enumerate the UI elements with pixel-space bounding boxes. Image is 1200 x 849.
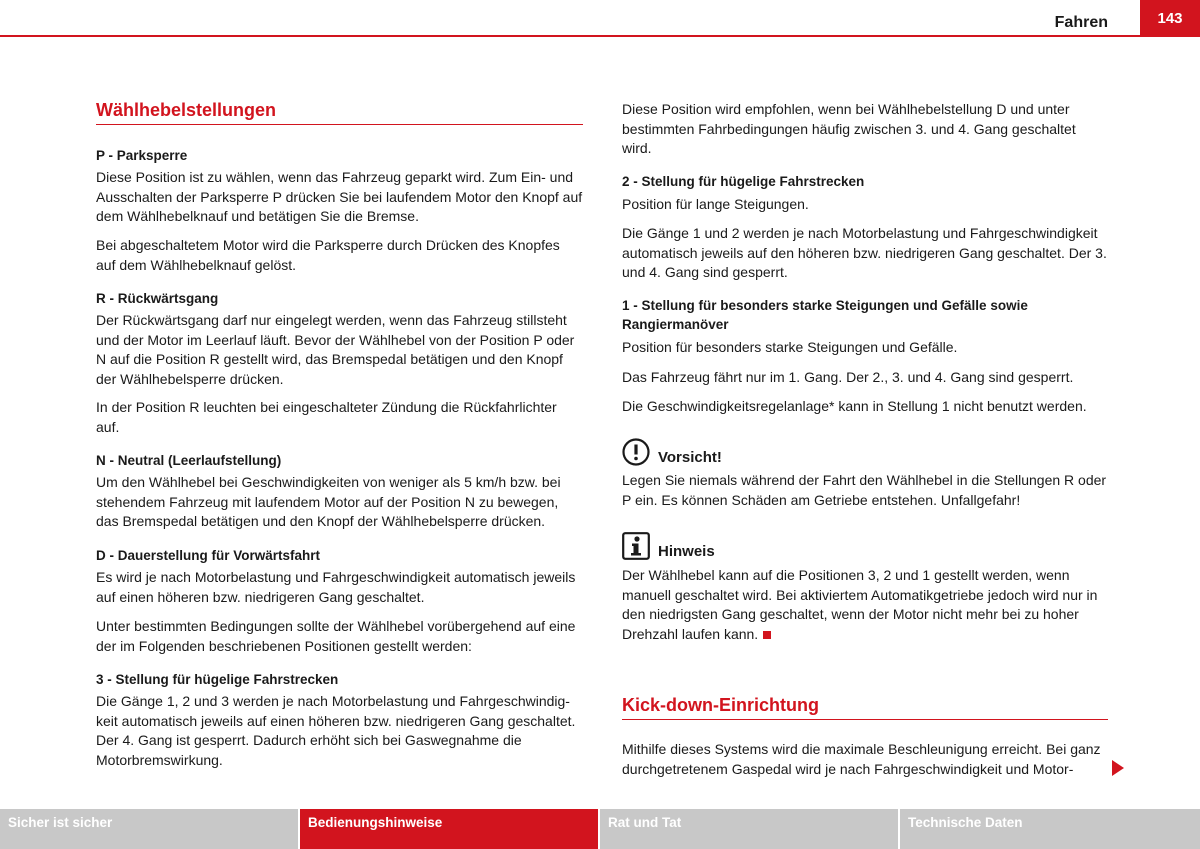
- s1-body-3: Die Geschwindigkeitsregelanlage* kann in Stellung 1 nicht benutzt werden.: [622, 398, 1087, 414]
- d-title: D - Dauerstellung für Vorwärtsfahrt: [96, 548, 321, 563]
- note-body-wrapper: [622, 566, 1108, 644]
- p-body-2: Bei abgeschaltetem Motor wird die Parksperre durch Drücken des Knopfes auf dem Wählhebelknauf gelöst.: [96, 237, 560, 273]
- s3-title: 3 - Stellung für hügelige Fahrstrecken: [96, 672, 339, 687]
- s3-body: Die Gänge 1, 2 und 3 werden je nach Motorbelastung und Fahrgeschwindig- keit automatisch jeweils auf einen höheren bzw. niedrigeren Gang geschaltet. Der 4. Gang ist gesperrt. Dadurch erhöht sich bei Gaswegnahme die Motorbremswirkung.: [96, 693, 576, 768]
- s1-body-1: Position für besonders starke Steigungen und Gefälle.: [622, 339, 958, 355]
- s2-body-1: Position für lange Steigungen.: [622, 196, 809, 212]
- d-body-2: Unter bestimmten Bedingungen sollte der Wählhebel vorübergehend auf eine der im Folgenden beschriebenen Positionen gestellt werden:: [96, 618, 576, 654]
- next-page-arrow-icon[interactable]: [1112, 760, 1124, 776]
- tab-sicher-ist-sicher[interactable]: Sicher ist sicher: [0, 809, 298, 849]
- p-body-1: Diese Position ist zu wählen, wenn das Fahrzeug geparkt wird. Zum Ein- und Ausschalten der Parksperre P drücken Sie bei laufendem Motor den Knopf auf dem Wählhebelknauf und betätigen Sie die Bremse.: [96, 169, 583, 224]
- p-title: P - Parksperre: [96, 148, 188, 163]
- caution-title: Vorsicht!: [658, 449, 722, 466]
- r-body-1: Der Rückwärtsgang darf nur eingelegt werden, wenn das Fahrzeug stillsteht und der Motor im Leerlauf läuft. Bevor der Wählhebel von der Position P oder N auf die Position R gestellt wird, das Bremspedal betätigen und den Knopf der Wählhebelsperre drücken.: [96, 312, 575, 387]
- tab-bedienungshinweise[interactable]: Bedienungshinweise: [300, 809, 598, 849]
- r-body-2: In der Position R leuchten bei eingeschalteter Zündung die Rückfahrlichter auf.: [96, 399, 557, 435]
- note-header: [622, 532, 1108, 560]
- r-title: R - Rückwärtsgang: [96, 291, 219, 306]
- section-title: Fahren: [1054, 14, 1108, 31]
- section-heading-kick-down: Kick-down-Einrichtung: [622, 695, 1108, 720]
- d-body-1: Es wird je nach Motorbelastung und Fahrgeschwindigkeit automatisch jeweils auf einen höheren bzw. niedrigeren Gang geschaltet.: [96, 569, 576, 605]
- s1-title: 1 - Stellung für besonders starke Steigungen und Gefälle sowie Rangiermanöver: [622, 298, 1028, 332]
- n-body: Um den Wählhebel bei Geschwindigkeiten von weniger als 5 km/h bzw. bei stehendem Fahrzeug mit laufendem Motor auf der Position N zu bewegen, das Bremspedal betätigen und den Knopf der Wählhebelsperre drücken.: [96, 474, 561, 529]
- n-title: N - Neutral (Leerlaufstellung): [96, 453, 282, 468]
- header-rule: [0, 35, 1200, 37]
- info-icon: [622, 532, 650, 560]
- footer-nav: [0, 809, 1200, 849]
- s1-body-2: Das Fahrzeug fährt nur im 1. Gang. Der 2., 3. und 4. Gang sind gesperrt.: [622, 369, 1074, 385]
- section-heading-waehlhebelstellungen: Wählhebelstellungen: [96, 100, 583, 125]
- page-number: 143: [1140, 0, 1200, 37]
- end-marker-icon: [763, 631, 771, 639]
- kick-body: Mithilfe dieses Systems wird die maximale Beschleunigung erreicht. Bei ganz durchgetretenem Gaspedal wird je nach Fahrgeschwindigkeit und Motor-: [622, 741, 1101, 777]
- s2-title: 2 - Stellung für hügelige Fahrstrecken: [622, 174, 865, 189]
- caution-body: Legen Sie niemals während der Fahrt den Wählhebel in die Stellungen R oder P ein. Es können Schäden am Getriebe entstehen. Unfallgefahr!: [622, 472, 1107, 508]
- tab-rat-und-tat[interactable]: Rat und Tat: [600, 809, 898, 849]
- note-body: Der Wählhebel kann auf die Positionen 3, 2 und 1 gestellt werden, wenn manuell geschaltet wird. Bei aktiviertem Automatikgetriebe jedoch wird nur in den niedrigsten Gang geschaltet, wenn der Motor nicht mehr bei zu hoher Drehzahl laufen kann.: [622, 567, 1098, 642]
- note-title: Hinweis: [658, 543, 715, 560]
- d-continuation: Diese Position wird empfohlen, wenn bei Wählhebelstellung D und unter bestimmten Fahrbedingungen häufig zwischen 3. und 4. Gang geschaltet wird.: [622, 101, 1076, 156]
- caution-header: [622, 438, 1108, 466]
- s2-body-2: Die Gänge 1 und 2 werden je nach Motorbelastung und Fahrgeschwindigkeit automatisch jeweils auf den höheren bzw. niedrigeren Gang geschaltet. Der 3. und 4. Gang sind gesperrt.: [622, 225, 1107, 280]
- tab-technische-daten[interactable]: Technische Daten: [900, 809, 1200, 849]
- exclamation-icon: [622, 438, 650, 466]
